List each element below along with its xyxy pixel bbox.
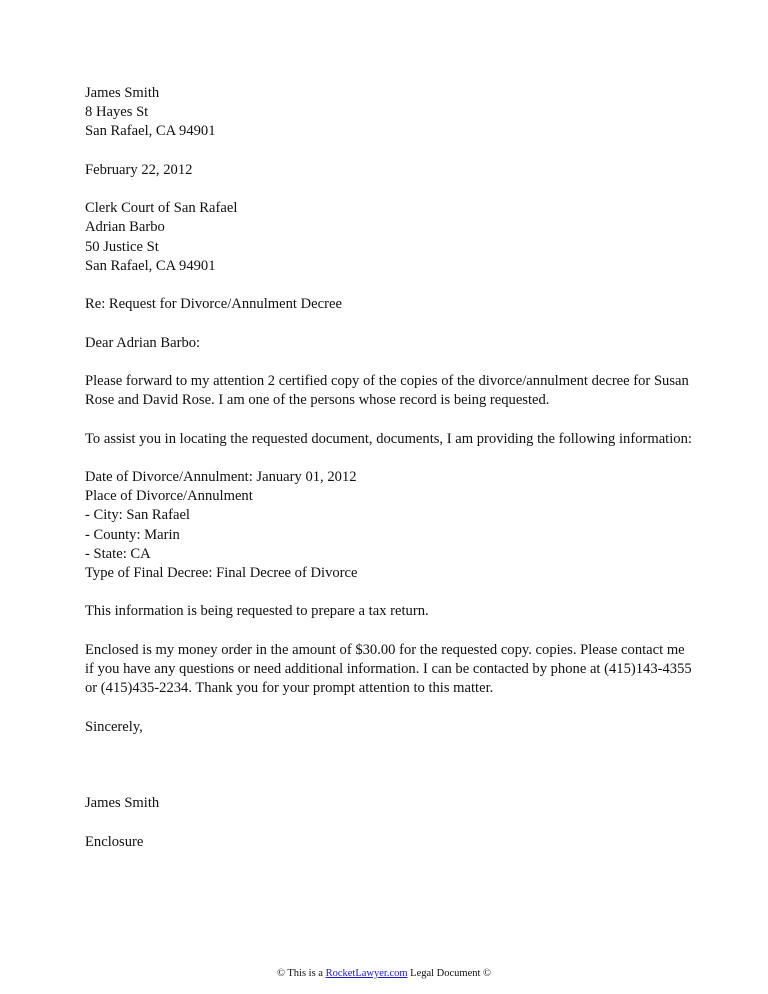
- sender-address: [85, 84, 695, 142]
- decree-details: [85, 468, 695, 583]
- request-paragraph: Please forward to my attention 2 certified copy of the copies of the divorce/annulment decree for Susan Rose and David Rose. I am one of the persons whose record is being requested.: [85, 372, 689, 409]
- salutation: Dear Adrian Barbo:: [85, 334, 201, 351]
- recipient-address: [85, 199, 695, 276]
- assist-paragraph: To assist you in locating the requested document, documents, I am providing the following information:: [85, 430, 692, 447]
- place-city: - City: San Rafael: [85, 507, 190, 524]
- rocketlawyer-link[interactable]: RocketLawyer.com: [325, 968, 408, 979]
- footer-notice: [0, 967, 768, 981]
- sender-name: James Smith: [85, 85, 160, 101]
- place-heading: Place of Divorce/Annulment: [85, 488, 253, 505]
- recipient-name: Adrian Barbo: [85, 219, 165, 236]
- signature-name: James Smith: [85, 795, 160, 812]
- enclosure-label: Enclosure: [85, 833, 144, 850]
- enclosure-paragraph: Enclosed is my money order in the amount of $30.00 for the requested copy. copies. Please contact me if you have any questions or need additional information. I can be contacted by phone at (415)143-4355 or (415)435-2234. Thank you for your prompt attention to this matter.: [85, 641, 692, 697]
- closing: Sincerely,: [85, 718, 143, 735]
- place-state: - State: CA: [85, 545, 151, 562]
- recipient-street: 50 Justice St: [85, 238, 159, 255]
- letter-date: February 22, 2012: [85, 161, 193, 178]
- purpose-paragraph: This information is being requested to prepare a tax return.: [85, 603, 429, 620]
- footer-prefix: © This is a: [276, 968, 326, 979]
- divorce-date-line: Date of Divorce/Annulment: January 01, 2012: [85, 468, 357, 485]
- subject-line: Re: Request for Divorce/Annulment Decree: [85, 296, 342, 313]
- sender-street: 8 Hayes St: [85, 104, 149, 121]
- place-county: - County: Marin: [85, 526, 180, 543]
- footer-suffix: Legal Document ©: [407, 968, 492, 979]
- recipient-city: San Rafael, CA 94901: [85, 257, 216, 274]
- sender-city: San Rafael, CA 94901: [85, 123, 216, 140]
- decree-type: Type of Final Decree: Final Decree of Divorce: [85, 564, 358, 581]
- letter-body: [85, 84, 695, 852]
- recipient-org: Clerk Court of San Rafael: [85, 200, 238, 217]
